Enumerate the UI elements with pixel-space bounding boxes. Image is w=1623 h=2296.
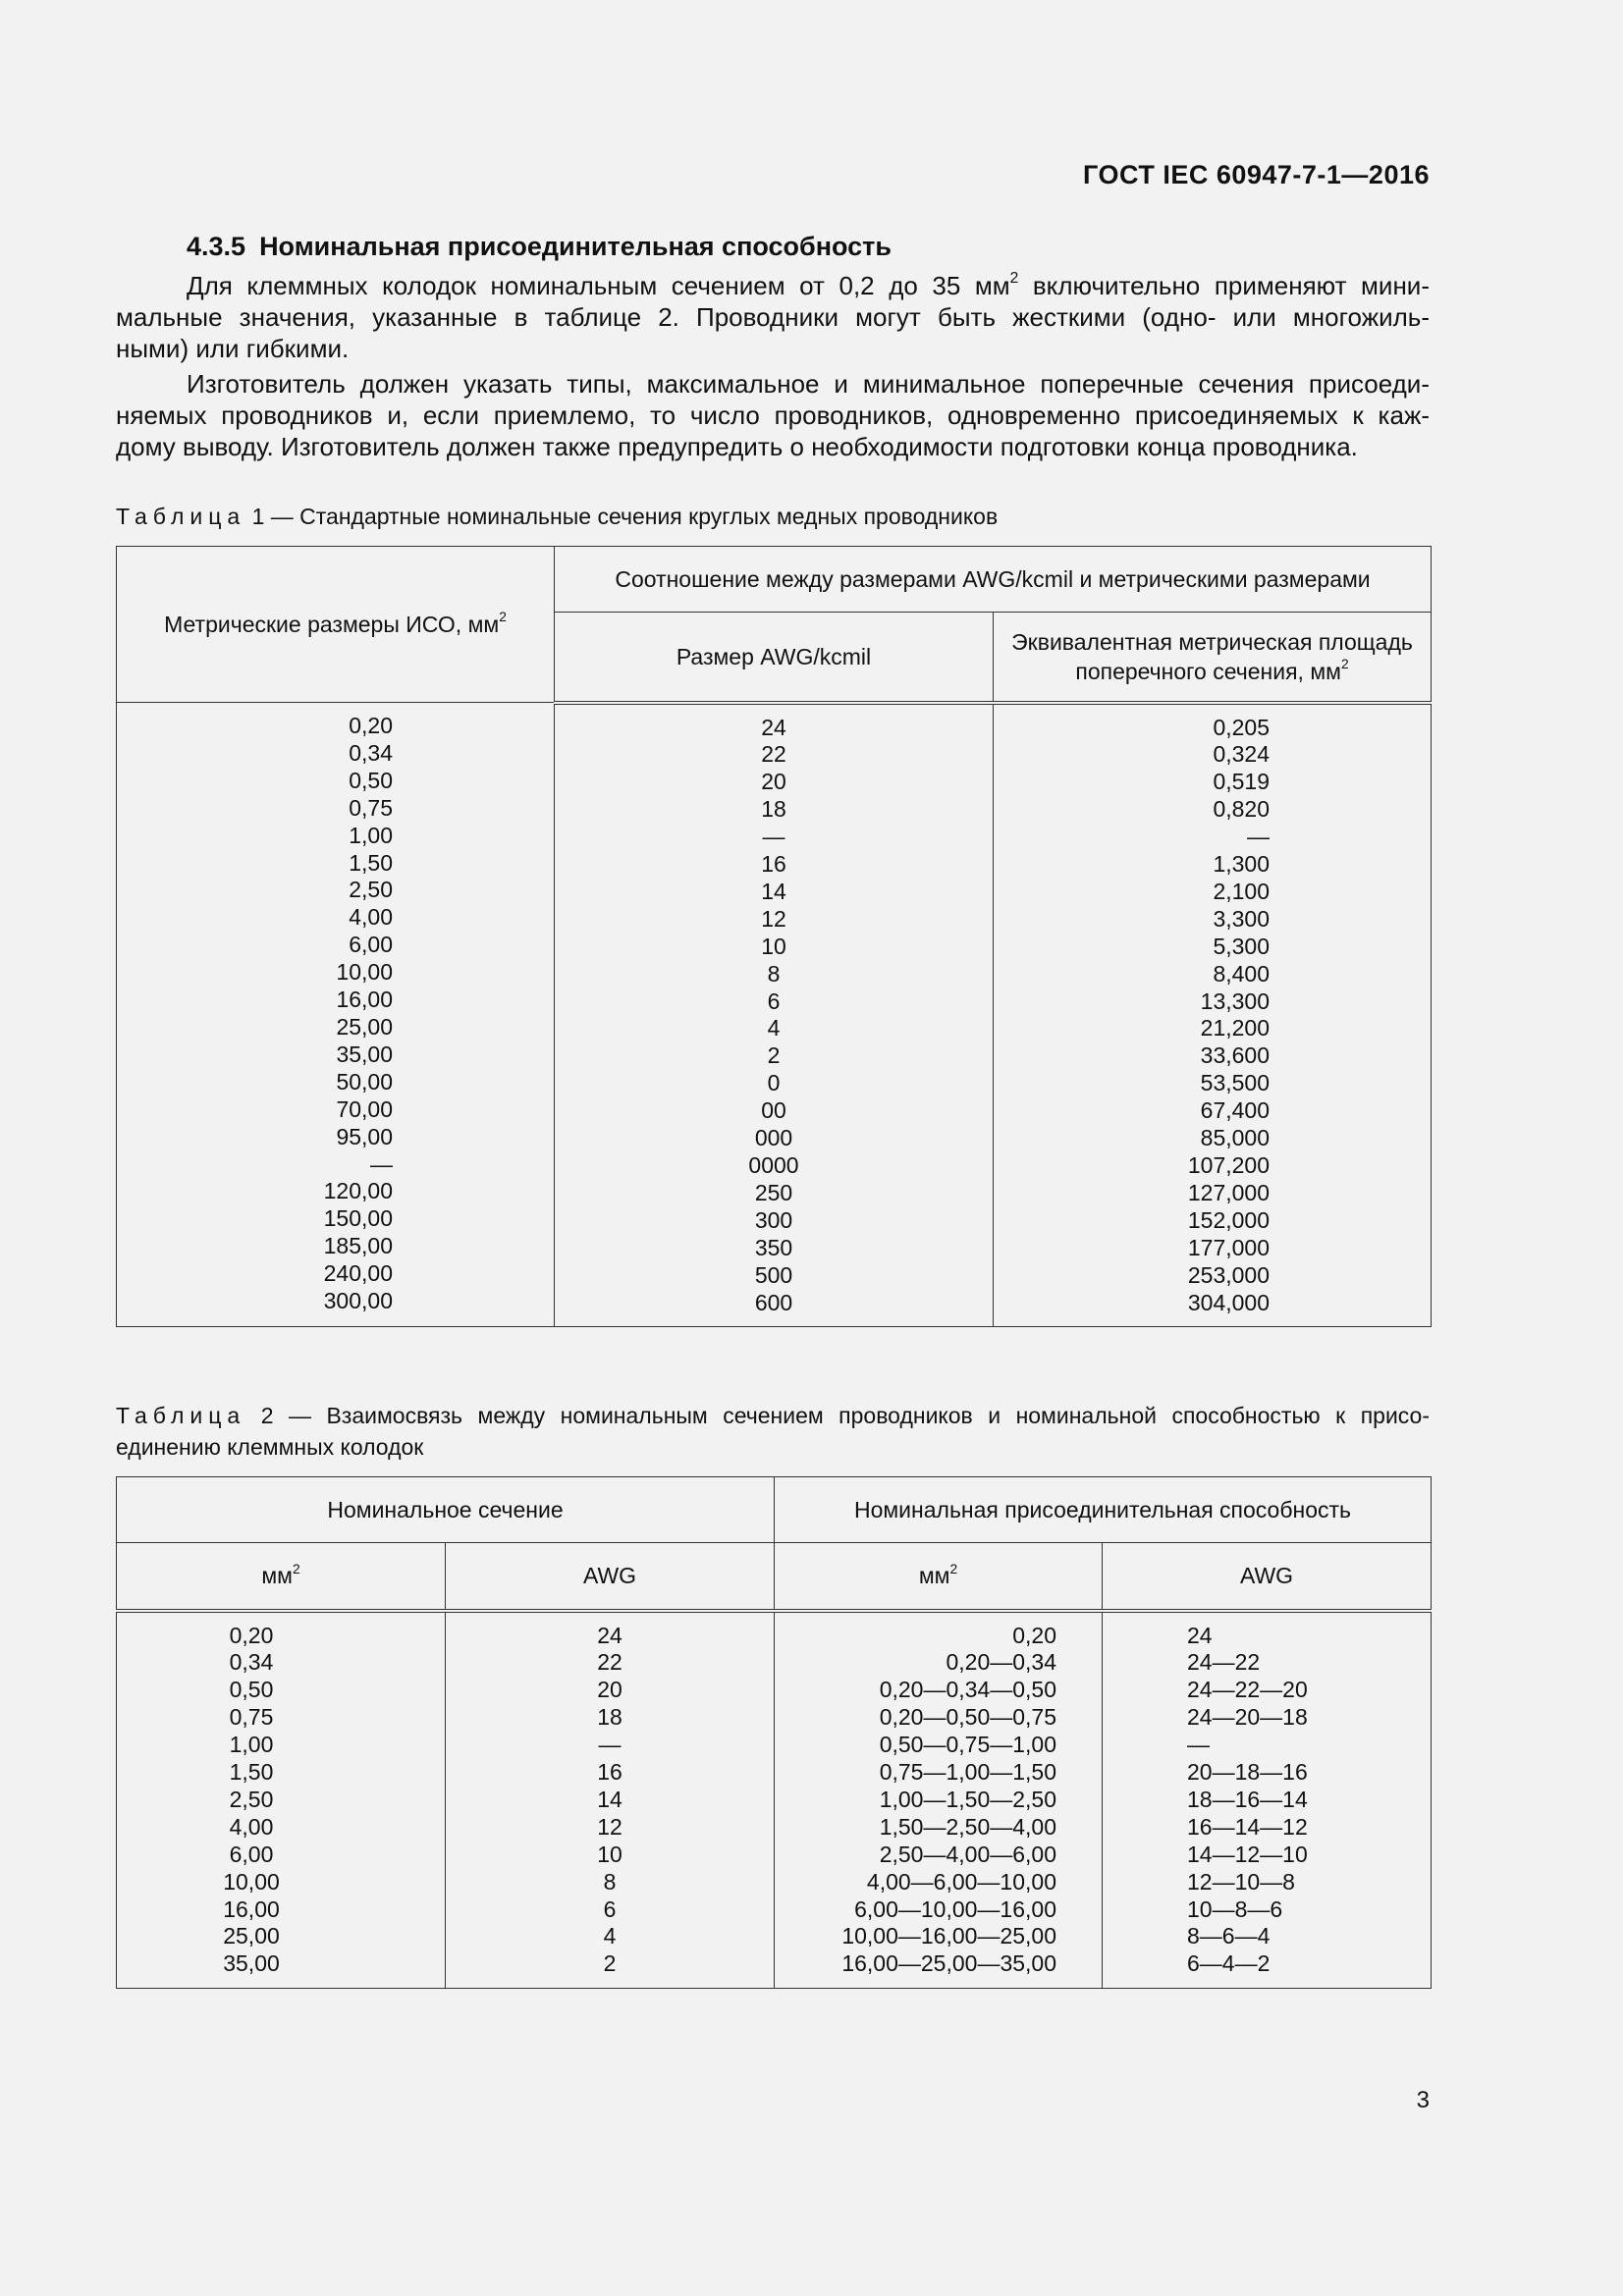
paragraph-1-line-2: мальные значения, указанные в таблице 2. Проводники могут быть жесткими (одно- или многожиль- (116, 302, 1430, 332)
table-2 (116, 1476, 1432, 1989)
table-2-capacity-mm-cell: 4,00—6,00—10,00 (866, 1868, 1056, 1895)
table-2-capacity-mm-cell: 0,50—0,75—1,00 (879, 1732, 1056, 1758)
table-1-awg-cell: 350 (754, 1234, 793, 1260)
table-2-capacity-mm-column (775, 1613, 1102, 1989)
table-2-capacity-mm-cell: 0,20 (1012, 1622, 1056, 1648)
table-2-capacity-mm-cell: 0,20—0,34—0,50 (879, 1677, 1056, 1703)
paragraph-1 (116, 270, 1430, 364)
table-2-section-mm-cell: 2,50 (229, 1786, 274, 1812)
table-2-section-mm-cell: 0,34 (229, 1649, 274, 1676)
table-1-caption (116, 501, 1430, 532)
table-1-equivalent-cell: 0,205 (1213, 714, 1271, 740)
table-2-section-awg-cell: 2 (603, 1950, 617, 1977)
table-1-metric-cell: 4,00 (349, 904, 393, 931)
table-1-metric-cell: 0,34 (349, 739, 393, 766)
table-1-metric-cell: 2,50 (349, 877, 393, 903)
table-2-section-mm-cell: 35,00 (223, 1950, 280, 1977)
table-2-header-section-mm: $мм^2$ (117, 1543, 446, 1611)
table-1 (116, 546, 1432, 1327)
table-1-awg-column (555, 705, 993, 1327)
table-2-section-awg-cell: 22 (597, 1649, 622, 1676)
table-1-metric-cell: 35,00 (336, 1041, 393, 1067)
table-1-awg-cell: 8 (767, 960, 781, 987)
table-2-header-capacity-awg: AWG (1103, 1543, 1432, 1611)
table-1-awg-cell: 300 (754, 1206, 793, 1233)
table-2-capacity-awg-cell: — (1187, 1732, 1210, 1758)
table-1-metric-cell: 185,00 (323, 1233, 393, 1259)
table-1-awg-cell: 0 (767, 1070, 781, 1096)
table-2-section-awg-cell: 20 (597, 1677, 622, 1703)
table-1-equivalent-cell: 107,200 (1187, 1152, 1271, 1178)
table-1-metric-cell: 300,00 (323, 1288, 393, 1314)
table-1-metric-cell: 95,00 (336, 1123, 393, 1149)
table-2-section-awg-cell: 14 (597, 1786, 622, 1812)
table-2-capacity-awg-cell: 18—16—14 (1187, 1786, 1308, 1812)
table-2-capacity-mm-cell: 6,00—10,00—16,00 (854, 1896, 1056, 1922)
table-1-equivalent-cell: 127,000 (1187, 1179, 1271, 1205)
table-1-equivalent-cell: 21,200 (1200, 1015, 1271, 1041)
table-2-header-section-awg: AWG (446, 1543, 775, 1611)
table-2-capacity-awg-cell: 24 (1187, 1622, 1213, 1648)
table-2-section-mm-cell: 6,00 (229, 1841, 274, 1867)
table-1-equivalent-cell: 0,519 (1213, 769, 1271, 795)
table-1-equivalent-cell: 3,300 (1213, 905, 1271, 932)
table-1-awg-cell: 20 (761, 769, 786, 795)
table-2-header-capacity-mm: $мм^2$ (775, 1543, 1103, 1611)
table-2-section-mm-cell: 25,00 (223, 1923, 280, 1949)
table-1-awg-cell: 2 (767, 1042, 781, 1069)
paragraph-2-line-2: няемых проводников и, если приемлемо, то число проводников, одновременно присоединяемых к каж- (116, 400, 1430, 430)
table-2-caption-line-1: Таблица 2 — Взаимосвязь между номинальным сечением проводников и номинальной способностью к присо- (116, 1403, 1431, 1428)
table-2-capacity-mm-cell: 1,00—1,50—2,50 (879, 1786, 1056, 1812)
table-1-equivalent-cell: — (1247, 824, 1271, 850)
table-2-section-mm-cell: 0,50 (229, 1677, 274, 1703)
table-2-section-mm-cell: 1,00 (229, 1732, 274, 1758)
table-1-awg-cell: 16 (761, 851, 786, 878)
table-1-equivalent-cell: 253,000 (1187, 1261, 1271, 1288)
table-1-metric-cell: 1,00 (349, 822, 393, 848)
table-1-metric-cell: 240,00 (323, 1260, 393, 1287)
table-2-section-awg-cell: 16 (597, 1759, 622, 1786)
table-1-metric-cell: 120,00 (323, 1178, 393, 1204)
table-2-capacity-mm-cell: 16,00—25,00—35,00 (841, 1950, 1056, 1977)
table-1-awg-cell: 00 (761, 1097, 786, 1124)
table-1-equivalent-cell: 8,400 (1213, 960, 1271, 987)
table-2-header-section: Номинальное сечение (117, 1477, 775, 1543)
table-1-equivalent-cell: 67,400 (1200, 1097, 1271, 1124)
table-2-section-mm-cell: 16,00 (223, 1896, 280, 1922)
table-1-awg-cell: 250 (754, 1179, 793, 1205)
table-2-capacity-mm-cell: 0,20—0,34 (946, 1649, 1056, 1676)
table-2-capacity-awg-column (1103, 1613, 1431, 1989)
table-1-equivalent-cell: 33,600 (1200, 1042, 1271, 1069)
section-title: Номинальная присоединительная способность (259, 232, 892, 261)
table-1-awg-cell: — (762, 824, 785, 850)
table-1-metric-cell: 1,50 (349, 849, 393, 876)
table-2-section-awg-cell: 4 (603, 1923, 617, 1949)
table-1-equivalent-cell: 13,300 (1200, 988, 1271, 1014)
table-1-header-awg: Размер AWG/kcmil (555, 613, 994, 703)
table-1-awg-cell: 22 (761, 741, 786, 768)
table-1-awg-cell: 500 (754, 1261, 793, 1288)
table-1-header-equivalent: Эквивалентная метрическая площадь поперечного сечения, $мм^2$ (994, 613, 1432, 703)
table-1-equivalent-cell: 304,000 (1187, 1289, 1271, 1315)
table-1-equivalent-cell: 53,500 (1200, 1070, 1271, 1096)
table-2-capacity-awg-cell: 24—22—20 (1187, 1677, 1308, 1703)
table-1-caption-word: Таблица (116, 504, 246, 529)
table-1-metric-cell: 50,00 (336, 1068, 393, 1095)
table-2-section-awg-column (446, 1613, 774, 1989)
table-1-metric-column (117, 703, 554, 1325)
table-2-capacity-mm-cell: 2,50—4,00—6,00 (879, 1841, 1056, 1867)
paragraph-2-line-1: Изготовитель должен указать типы, максимальное и минимальное поперечные сечения присоеди- (187, 369, 1430, 399)
table-1-equivalent-cell: 5,300 (1213, 933, 1271, 959)
table-1-equivalent-cell: 85,000 (1200, 1125, 1271, 1151)
table-1-equivalent-cell: 152,000 (1187, 1206, 1271, 1233)
table-1-metric-cell: 70,00 (336, 1095, 393, 1122)
paragraph-1-line-3: ными) или гибкими. (116, 334, 350, 363)
table-2-capacity-awg-cell: 6—4—2 (1187, 1950, 1271, 1977)
table-2-section-awg-cell: — (598, 1732, 622, 1758)
section-number: 4.3.5 (187, 232, 246, 261)
table-1-metric-cell: 16,00 (336, 987, 393, 1013)
table-1-equivalent-cell: 177,000 (1187, 1234, 1271, 1260)
table-2-capacity-awg-cell: 12—10—8 (1187, 1868, 1295, 1895)
table-2-section-mm-column (117, 1613, 445, 1989)
table-1-equivalent-cell: 1,300 (1213, 851, 1271, 878)
table-2-capacity-mm-cell: 0,20—0,50—0,75 (879, 1704, 1056, 1731)
table-1-awg-cell: 000 (754, 1125, 793, 1151)
table-1-metric-cell: 0,50 (349, 767, 393, 793)
table-2-section-mm-cell: 0,20 (229, 1622, 274, 1648)
table-1-equivalent-cell: 2,100 (1213, 878, 1271, 904)
table-1-awg-cell: 18 (761, 796, 786, 823)
table-2-section-mm-cell: 4,00 (229, 1813, 274, 1840)
table-2-capacity-awg-cell: 24—22 (1187, 1649, 1261, 1676)
table-1-header-group: Соотношение между размерами AWG/kcmil и метрическими размерами (555, 547, 1432, 613)
table-1-awg-cell: 6 (767, 988, 781, 1014)
table-1-equivalent-cell: 0,820 (1213, 796, 1271, 823)
table-1-awg-cell: 0000 (748, 1152, 799, 1178)
table-1-awg-cell: 24 (761, 714, 786, 740)
table-2-header-capacity: Номинальная присоединительная способность (775, 1477, 1432, 1543)
table-2-capacity-awg-cell: 10—8—6 (1187, 1896, 1283, 1922)
table-2-capacity-awg-cell: 20—18—16 (1187, 1759, 1308, 1786)
table-2-section-awg-cell: 10 (597, 1841, 622, 1867)
table-1-awg-cell: 14 (761, 878, 786, 904)
document-number: ГОСТ IEC 60947-7-1—2016 (1083, 160, 1430, 189)
table-1-awg-cell: 4 (767, 1015, 781, 1041)
table-2-section-mm-cell: 0,75 (229, 1704, 274, 1731)
table-2-caption (116, 1400, 1430, 1463)
table-1-metric-cell: 0,75 (349, 794, 393, 821)
table-2-section-mm-cell: 1,50 (229, 1759, 274, 1786)
table-1-metric-cell: 6,00 (349, 932, 393, 958)
table-1-awg-cell: 12 (761, 905, 786, 932)
page-number: 3 (1416, 2087, 1430, 2113)
table-2-capacity-mm-cell: 0,75—1,00—1,50 (879, 1759, 1056, 1786)
table-1-caption-text: 1 — Стандартные номинальные сечения круглых медных проводников (251, 504, 999, 529)
table-2-capacity-awg-cell: 8—6—4 (1187, 1923, 1271, 1949)
table-1-metric-cell: 25,00 (336, 1013, 393, 1040)
table-2-caption-line-2: единению клеммных колодок (116, 1434, 424, 1460)
table-1-awg-cell: 10 (761, 933, 786, 959)
table-1-metric-cell: 150,00 (323, 1205, 393, 1232)
section-heading (187, 232, 892, 262)
table-1-header-metric: Метрические размеры ИСО, $мм^2$ (117, 547, 555, 703)
table-2-capacity-awg-cell: 16—14—12 (1187, 1813, 1308, 1840)
table-1-equivalent-cell: 0,324 (1213, 741, 1271, 768)
paragraph-2-line-3: дому выводу. Изготовитель должен также предупредить о необходимости подготовки конца проводника. (116, 432, 1358, 461)
table-1-awg-cell: 600 (754, 1289, 793, 1315)
table-1-equivalent-column (994, 705, 1431, 1327)
table-2-section-awg-cell: 8 (603, 1868, 617, 1895)
table-2-capacity-mm-cell: 1,50—2,50—4,00 (879, 1813, 1056, 1840)
table-2-capacity-mm-cell: 10,00—16,00—25,00 (841, 1923, 1056, 1949)
paragraph-1-line-1: Для клеммных колодок номинальным сечением от 0,2 до 35 $мм^2$ включительно применяют мини- (187, 270, 1430, 300)
paragraph-2 (116, 368, 1430, 462)
table-2-section-awg-cell: 12 (597, 1813, 622, 1840)
table-2-section-awg-cell: 6 (603, 1896, 617, 1922)
table-1-metric-cell: 10,00 (336, 959, 393, 986)
table-2-section-awg-cell: 18 (597, 1704, 622, 1731)
table-2-section-awg-cell: 24 (597, 1622, 622, 1648)
table-1-metric-cell: 0,20 (349, 713, 393, 738)
table-2-capacity-awg-cell: 24—20—18 (1187, 1704, 1308, 1731)
table-1-metric-cell: — (370, 1150, 393, 1177)
table-2-section-mm-cell: 10,00 (223, 1868, 280, 1895)
table-2-capacity-awg-cell: 14—12—10 (1187, 1841, 1308, 1867)
